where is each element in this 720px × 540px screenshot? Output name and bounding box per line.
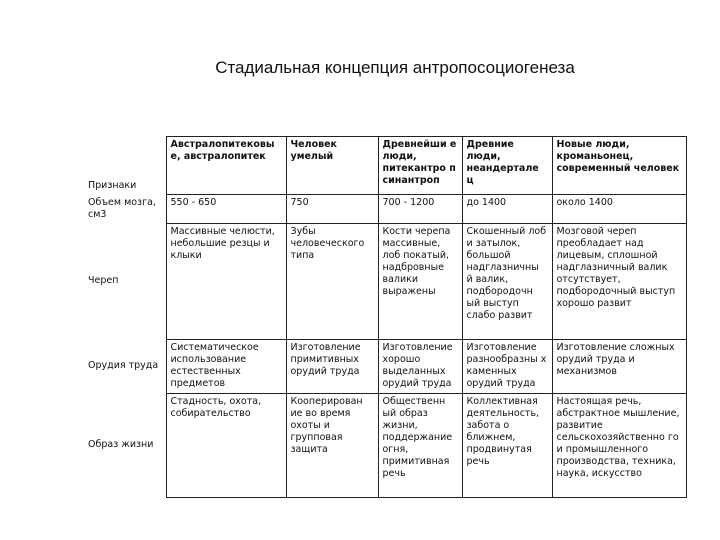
table-cell: Зубы человеческого типа xyxy=(286,224,378,340)
table-cell: Настоящая речь, абстрактное мышление, развитие сельскохозяйственно го и промышленного производства, техника, наука, искусство xyxy=(552,394,686,498)
table-row xyxy=(86,340,686,394)
table-cell: Изготовление разнообразны х каменных орудий труда xyxy=(462,340,552,394)
table-cell: Коллективная деятельность, забота о ближнем, продвинутая речь xyxy=(462,394,552,498)
table-cell: 750 xyxy=(286,195,378,224)
column-header: Древние люди, неандертале ц xyxy=(462,137,552,195)
table-header-row xyxy=(86,137,686,195)
table-cell: до 1400 xyxy=(462,195,552,224)
table-cell: 550 - 650 xyxy=(166,195,286,224)
table-cell: Изготовление примитивных орудий труда xyxy=(286,340,378,394)
column-header: Австралопитековы е, австралопитек xyxy=(166,137,286,195)
row-label: Объем мозга, см3 xyxy=(88,196,156,220)
table-row xyxy=(86,195,686,224)
row-label: Череп xyxy=(88,275,119,286)
table-cell: Мозговой череп преобладает над лицевым, сплошной надглазничный валик отсутствует, подбородочный выступ хорошо развит xyxy=(552,224,686,340)
table-cell: Общественн ый образ жизни, поддержание огня, примитивная речь xyxy=(378,394,462,498)
table-row xyxy=(86,394,686,498)
row-label: Образ жизни xyxy=(88,439,154,450)
table-cell: 700 - 1200 xyxy=(378,195,462,224)
table-cell: Кооперирован ие во время охоты и групповая защита xyxy=(286,394,378,498)
table-row xyxy=(86,224,686,340)
row-label-priznaki: Признаки xyxy=(88,179,137,191)
table-cell: Массивные челюсти, небольшие резцы и клыки xyxy=(166,224,286,340)
table-cell: Систематическое использование естественных предметов xyxy=(166,340,286,394)
row-label: Орудия труда xyxy=(88,360,159,371)
table-cell: около 1400 xyxy=(552,195,686,224)
table-cell: Скошенный лоб и затылок, большой надглазничны й валик, подбородочн ый выступ слабо развит xyxy=(462,224,552,340)
column-header: Новые люди, кроманьонец, современный человек xyxy=(552,137,686,195)
page-title: Стадиальная концепция антропосоциогенеза xyxy=(215,58,575,77)
table-cell: Изготовление сложных орудий труда и механизмов xyxy=(552,340,686,394)
column-header: Человек умелый xyxy=(286,137,378,195)
table-cell: Кости черепа массивные, лоб покатый, надбровные валики выражены xyxy=(378,224,462,340)
table-cell: Изготовление хорошо выделанных орудий труда xyxy=(378,340,462,394)
table-cell: Стадность, охота, собирательство xyxy=(166,394,286,498)
anthropogenesis-table xyxy=(86,136,687,498)
column-header: Древнейши е люди, питекантро п синантроп xyxy=(378,137,462,195)
